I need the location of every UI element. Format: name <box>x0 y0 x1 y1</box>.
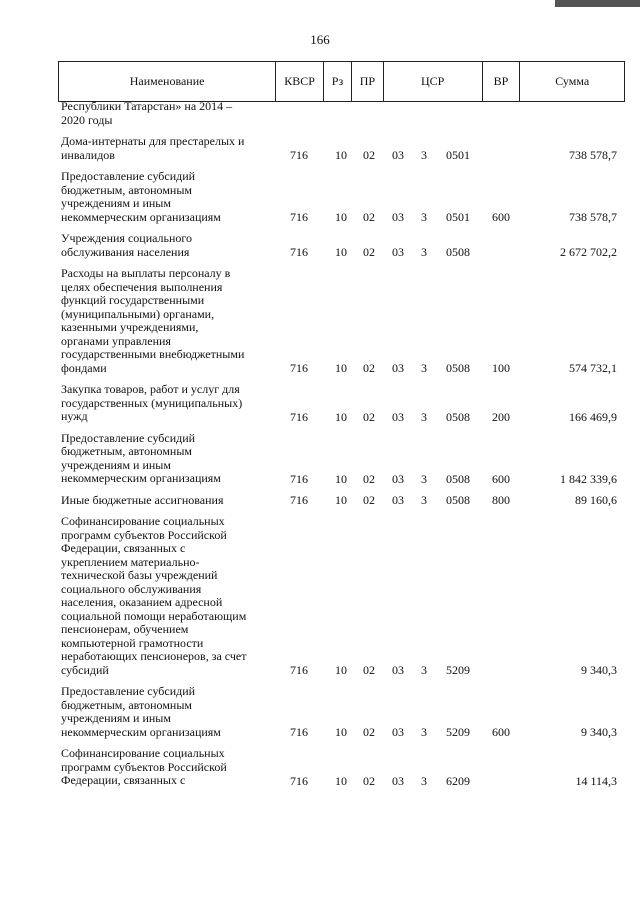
corner-scan-mark <box>555 0 640 7</box>
header-csr: ЦСР <box>384 62 483 101</box>
csr-code-cell: 0508 <box>446 493 470 507</box>
csr-code-cell: 0508 <box>446 245 470 259</box>
table-row <box>61 135 621 162</box>
table-row <box>61 267 621 375</box>
table-header <box>58 61 625 102</box>
pr-cell: 02 <box>363 409 375 424</box>
pr-cell: 02 <box>363 725 375 739</box>
pr-cell: 02 <box>363 773 375 788</box>
csr-code-cell: 0508 <box>446 409 470 424</box>
row-codes <box>61 210 621 224</box>
row-codes <box>61 725 621 739</box>
table-body <box>61 100 621 796</box>
row-name: Предоставление субсидий бюджетным, автономным учреждениям и иным некоммерческим организациям <box>61 430 221 485</box>
pr-cell: 02 <box>363 148 375 162</box>
pr-cell: 02 <box>363 663 375 677</box>
kvsr-cell: 716 <box>290 493 308 507</box>
row-codes <box>61 361 621 375</box>
kvsr-cell: 716 <box>290 725 308 739</box>
header-pr: ПР <box>352 62 384 101</box>
csr-code-cell: 0508 <box>446 471 470 486</box>
vr-cell: 800 <box>492 493 510 507</box>
csr-subprogram-cell: 3 <box>421 409 427 424</box>
row-codes <box>61 113 621 127</box>
csr-program-cell: 03 <box>392 471 404 486</box>
row-name: Иные бюджетные ассигнования <box>61 492 224 507</box>
row-codes <box>61 148 621 162</box>
table-row <box>61 432 621 486</box>
csr-subprogram-cell: 3 <box>421 471 427 486</box>
sum-cell: 738 578,7 <box>569 148 617 162</box>
csr-subprogram-cell: 3 <box>421 493 427 507</box>
sum-cell: 89 160,6 <box>575 493 617 507</box>
table-row <box>61 747 621 788</box>
csr-program-cell: 03 <box>392 409 404 424</box>
sum-cell: 166 469,9 <box>569 409 617 424</box>
row-codes <box>61 774 621 788</box>
rz-cell: 10 <box>335 493 347 507</box>
rz-cell: 10 <box>335 409 347 424</box>
table-row <box>61 100 621 127</box>
kvsr-cell: 716 <box>290 471 308 486</box>
sum-cell: 9 340,3 <box>581 663 617 677</box>
table-row <box>61 170 621 224</box>
rz-cell: 10 <box>335 148 347 162</box>
vr-cell: 200 <box>492 409 510 424</box>
header-kvsr: КВСР <box>276 62 324 101</box>
row-codes <box>61 245 621 259</box>
pr-cell: 02 <box>363 245 375 259</box>
csr-subprogram-cell: 3 <box>421 663 427 677</box>
sum-cell: 574 732,1 <box>569 361 617 375</box>
csr-program-cell: 03 <box>392 361 404 375</box>
csr-subprogram-cell: 3 <box>421 773 427 788</box>
kvsr-cell: 716 <box>290 409 308 424</box>
table-row <box>61 515 621 677</box>
table-row <box>61 494 621 508</box>
csr-program-cell: 03 <box>392 210 404 224</box>
csr-program-cell: 03 <box>392 663 404 677</box>
sum-cell: 14 114,3 <box>575 773 617 788</box>
rz-cell: 10 <box>335 210 347 224</box>
csr-subprogram-cell: 3 <box>421 245 427 259</box>
vr-cell: 600 <box>492 471 510 486</box>
csr-code-cell: 6209 <box>446 773 470 788</box>
sum-cell: 738 578,7 <box>569 210 617 224</box>
csr-program-cell: 03 <box>392 148 404 162</box>
kvsr-cell: 716 <box>290 361 308 375</box>
csr-code-cell: 0501 <box>446 210 470 224</box>
table-row <box>61 685 621 739</box>
pr-cell: 02 <box>363 471 375 486</box>
row-name: Предоставление субсидий бюджетным, автономным учреждениям и иным некоммерческим организациям <box>61 169 221 224</box>
csr-program-cell: 03 <box>392 245 404 259</box>
kvsr-cell: 716 <box>290 148 308 162</box>
rz-cell: 10 <box>335 245 347 259</box>
rz-cell: 10 <box>335 471 347 486</box>
csr-program-cell: 03 <box>392 493 404 507</box>
csr-code-cell: 0501 <box>446 148 470 162</box>
rz-cell: 10 <box>335 663 347 677</box>
csr-subprogram-cell: 3 <box>421 725 427 739</box>
kvsr-cell: 716 <box>290 245 308 259</box>
rz-cell: 10 <box>335 773 347 788</box>
row-name: Предоставление субсидий бюджетным, автономным учреждениям и иным некоммерческим организациям <box>61 684 221 739</box>
sum-cell: 1 842 339,6 <box>560 471 617 486</box>
header-name: Наименование <box>59 62 276 101</box>
row-name: Закупка товаров, работ и услуг для государственных (муниципальных) нужд <box>61 382 243 423</box>
rz-cell: 10 <box>335 725 347 739</box>
csr-subprogram-cell: 3 <box>421 361 427 375</box>
row-name: Учреждения социального обслуживания населения <box>61 231 193 259</box>
sum-cell: 9 340,3 <box>581 725 617 739</box>
csr-subprogram-cell: 3 <box>421 148 427 162</box>
csr-code-cell: 5209 <box>446 663 470 677</box>
row-name: Расходы на выплаты персоналу в целях обеспечения выполнения функций государственными (муниципальными) органами, казенными учреждениями, органами управления государственными внебюджетными фондами <box>61 266 245 375</box>
kvsr-cell: 716 <box>290 210 308 224</box>
sum-cell: 2 672 702,2 <box>560 245 617 259</box>
page-number: 166 <box>310 32 330 47</box>
row-codes <box>61 472 621 486</box>
pr-cell: 02 <box>363 361 375 375</box>
rz-cell: 10 <box>335 361 347 375</box>
table-row <box>61 232 621 259</box>
header-sum: Сумма <box>555 74 590 88</box>
csr-subprogram-cell: 3 <box>421 210 427 224</box>
csr-code-cell: 0508 <box>446 361 470 375</box>
row-name: Дома-интернаты для престарелых и инвалидов <box>61 134 245 162</box>
kvsr-cell: 716 <box>290 773 308 788</box>
table-row <box>61 383 621 424</box>
pr-cell: 02 <box>363 493 375 507</box>
vr-cell: 600 <box>492 210 510 224</box>
row-codes <box>61 410 621 424</box>
csr-code-cell: 5209 <box>446 725 470 739</box>
row-name: Софинансирование социальных программ субъектов Российской Федерации, связанных с укреплением материально- технической базы учреждений социального обслуживания населения, оказанием адресной социальной помощи неработающим пенсионерам, обучением компьютерной грамотности неработающих пенсионеров, за счет субсидий <box>61 514 247 677</box>
csr-program-cell: 03 <box>392 725 404 739</box>
row-name: Республики Татарстан» на 2014 – 2020 годы <box>61 99 233 127</box>
header-rz: Рз <box>324 62 352 101</box>
row-codes <box>61 663 621 677</box>
vr-cell: 100 <box>492 361 510 375</box>
kvsr-cell: 716 <box>290 663 308 677</box>
pr-cell: 02 <box>363 210 375 224</box>
row-codes <box>61 493 621 507</box>
csr-program-cell: 03 <box>392 773 404 788</box>
vr-cell: 600 <box>492 725 510 739</box>
row-name: Софинансирование социальных программ субъектов Российской Федерации, связанных с <box>61 746 227 787</box>
header-vr: ВР <box>483 62 521 101</box>
